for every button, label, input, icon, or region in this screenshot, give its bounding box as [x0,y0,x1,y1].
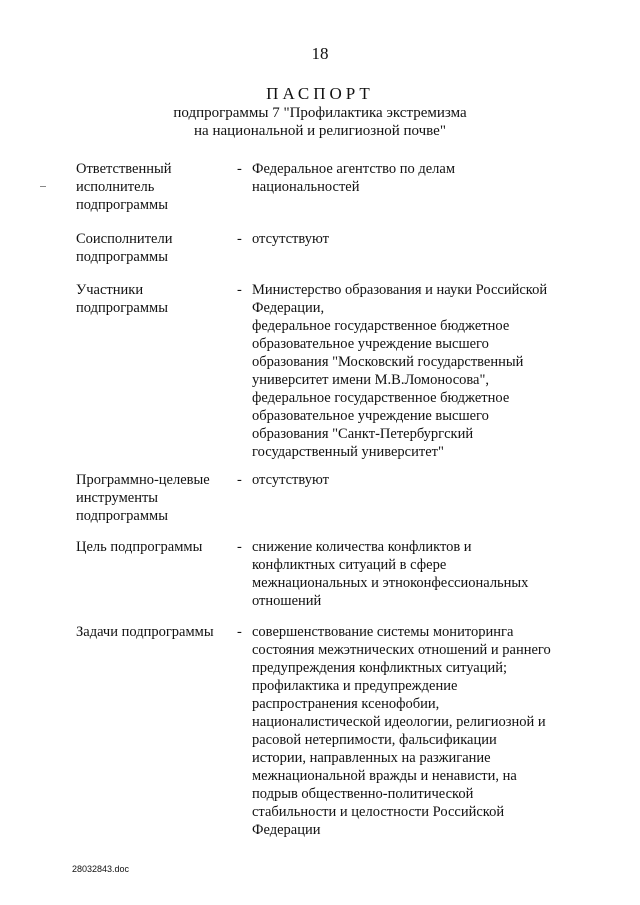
row-label [76,471,231,525]
subtitle-line: подпрограммы 7 "Профилактика экстремизма [173,105,467,121]
value-line: националистической идеологии, религиозной и [252,714,546,730]
value-line: Федеральное агентство по делам [252,161,456,177]
label-line: подпрограммы [76,249,168,265]
row-dash: - [237,472,242,488]
value-line: предупреждения конфликтных ситуаций; [252,660,508,676]
value-line: образовательное учреждение высшего [252,336,489,352]
value-line: расовой нетерпимости, фальсификации [252,732,497,748]
value-line: профилактика и предупреждение [252,678,458,694]
value-line: межнациональной вражды и ненависти, на [252,768,517,784]
page-title: ПАСПОРТ [266,84,374,103]
subtitle-line: на национальной и религиозной почве" [194,123,446,139]
row-label [76,230,231,266]
row-dash: - [237,539,242,555]
page-subtitle [0,104,640,140]
row-value [252,230,576,248]
row-dash: - [237,624,242,640]
label-line: Цель подпрограммы [76,539,203,555]
label-line: Ответственный [76,161,172,177]
label-line: подпрограммы [76,508,168,524]
value-line: университет имени М.В.Ломоносова", [252,372,490,388]
row-value [252,160,576,196]
value-line: отсутствуют [252,472,329,488]
value-line: снижение количества конфликтов и [252,539,472,555]
row-label [76,160,231,214]
value-line: распространения ксенофобии, [252,696,440,712]
value-line: подрыв общественно-политической [252,786,474,802]
label-line: Соисполнители [76,231,173,247]
value-line: федеральное государственное бюджетное [252,390,510,406]
value-line: национальностей [252,179,360,195]
value-line: отсутствуют [252,231,329,247]
value-line: конфликтных ситуаций в сфере [252,557,447,573]
value-line: Федерации, [252,300,325,316]
value-line: образования "Московский государственный [252,354,524,370]
page-number: 18 [311,44,329,63]
document-filename: 28032843.doc [72,864,130,874]
row-value [252,281,576,461]
value-line: истории, направленных на разжигание [252,750,491,766]
label-line: подпрограммы [76,300,168,316]
label-line: подпрограммы [76,197,168,213]
value-line: Федерации [252,822,321,838]
label-line: инструменты [76,490,159,506]
row-value [252,623,576,839]
label-line: Задачи подпрограммы [76,624,214,640]
margin-mark [40,186,46,187]
value-line: Министерство образования и науки Российской [252,282,548,298]
value-line: образовательное учреждение высшего [252,408,489,424]
value-line: образования "Санкт-Петербургский [252,426,474,442]
row-dash: - [237,282,242,298]
value-line: совершенствование системы мониторинга [252,624,514,640]
value-line: отношений [252,593,322,609]
value-line: стабильности и целостности Российской [252,804,505,820]
row-label [76,538,231,556]
row-dash: - [237,161,242,177]
label-line: Участники [76,282,144,298]
row-dash: - [237,231,242,247]
value-line: федеральное государственное бюджетное [252,318,510,334]
value-line: государственный университет" [252,444,444,460]
row-label [76,281,231,317]
value-line: межнациональных и этноконфессиональных [252,575,529,591]
label-line: исполнитель [76,179,155,195]
row-value [252,538,576,610]
row-label [76,623,231,641]
row-value [252,471,576,489]
value-line: состояния межэтнических отношений и раннего [252,642,551,658]
label-line: Программно-целевые [76,472,210,488]
